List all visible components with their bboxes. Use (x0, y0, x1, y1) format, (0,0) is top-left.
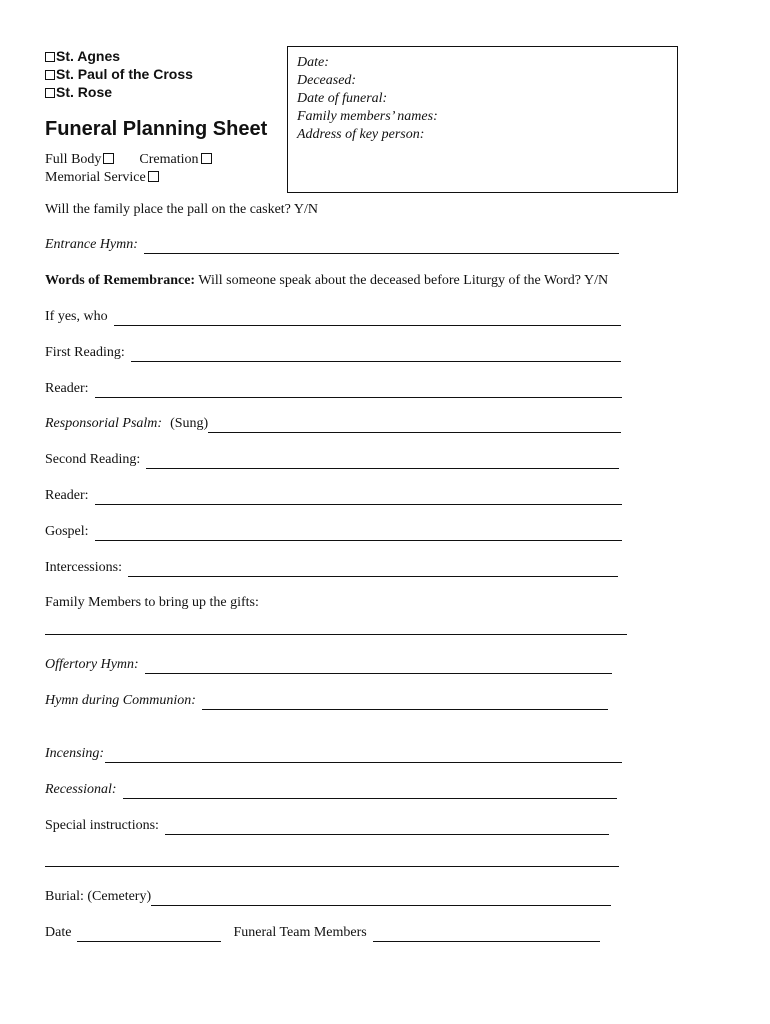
checkbox[interactable] (201, 153, 212, 164)
burial-row (45, 888, 611, 906)
team-members-label: Funeral Team Members (233, 925, 367, 940)
incensing-row (45, 745, 622, 763)
recessional-row (45, 781, 617, 799)
checkbox[interactable] (45, 70, 55, 80)
intercessions-field[interactable] (128, 562, 618, 577)
second-reading-row (45, 451, 619, 469)
entrance-hymn-field[interactable] (144, 239, 619, 254)
incensing-label: Incensing: (45, 746, 105, 761)
psalm-label: Responsorial Psalm: (45, 416, 163, 431)
checkbox[interactable] (148, 171, 159, 182)
psalm-sung-label: (Sung) (170, 416, 209, 431)
full-body-option[interactable] (45, 152, 114, 167)
communion-hymn-field[interactable] (202, 695, 608, 710)
first-reading-field[interactable] (131, 347, 621, 362)
special-instructions-label: Special instructions: (45, 818, 159, 833)
date-field[interactable] (77, 927, 221, 942)
cremation-label: Cremation (139, 152, 199, 167)
reader-1-field[interactable] (95, 383, 622, 398)
checkbox[interactable] (45, 52, 55, 62)
parish-label: St. Agnes (56, 48, 121, 64)
date-of-funeral-label: Date of funeral: (297, 91, 388, 106)
special-instructions-field[interactable] (165, 820, 609, 835)
first-reading-row (45, 344, 621, 362)
communion-hymn-row (45, 692, 608, 710)
if-yes-field[interactable] (114, 311, 621, 326)
intercessions-row (45, 559, 618, 577)
parish-option-st-agnes[interactable] (45, 47, 120, 65)
page-title: Funeral Planning Sheet (45, 118, 268, 140)
date-team-row (45, 924, 600, 942)
special-instructions-field-2[interactable] (45, 866, 619, 867)
offertory-hymn-row (45, 656, 612, 674)
special-instructions-row (45, 817, 609, 835)
parish-option-st-rose[interactable] (45, 83, 112, 101)
if-yes-label: If yes, who (45, 309, 108, 324)
words-of-remembrance-question: Will someone speak about the deceased before Liturgy of the Word? Y/N (195, 273, 609, 288)
reader-1-row (45, 380, 622, 398)
reader-2-label: Reader: (45, 488, 89, 503)
reader-1-label: Reader: (45, 381, 89, 396)
checkbox[interactable] (45, 88, 55, 98)
memorial-label: Memorial Service (45, 170, 146, 185)
team-members-field[interactable] (373, 927, 600, 942)
incensing-field[interactable] (105, 748, 622, 763)
pall-question: Will the family place the pall on the casket? Y/N (45, 202, 318, 217)
if-yes-row (45, 308, 621, 326)
second-reading-label: Second Reading: (45, 452, 141, 467)
psalm-field[interactable] (208, 418, 621, 433)
words-of-remembrance-row (45, 272, 608, 290)
parish-label: St. Rose (56, 84, 113, 100)
reader-2-row (45, 487, 622, 505)
deceased-label: Deceased: (297, 73, 357, 88)
intercessions-label: Intercessions: (45, 560, 122, 575)
cremation-option[interactable] (139, 152, 211, 167)
date-label: Date: (297, 55, 329, 70)
memorial-option[interactable] (45, 169, 159, 187)
communion-hymn-label: Hymn during Communion: (45, 693, 196, 708)
family-members-label: Family members’ names: (297, 109, 438, 124)
offertory-hymn-field[interactable] (145, 659, 612, 674)
offertory-hymn-label: Offertory Hymn: (45, 657, 139, 672)
date-label: Date (45, 925, 72, 940)
reader-2-field[interactable] (95, 490, 622, 505)
words-of-remembrance-label: Words of Remembrance: (45, 273, 196, 288)
checkbox[interactable] (103, 153, 114, 164)
gifts-label: Family Members to bring up the gifts: (45, 595, 259, 610)
gospel-row (45, 523, 622, 541)
parish-option-st-paul[interactable] (45, 65, 193, 83)
address-label: Address of key person: (297, 127, 425, 142)
gifts-field[interactable] (45, 634, 627, 635)
first-reading-label: First Reading: (45, 345, 125, 360)
burial-field[interactable] (151, 891, 611, 906)
second-reading-field[interactable] (146, 454, 619, 469)
recessional-field[interactable] (123, 784, 617, 799)
gospel-label: Gospel: (45, 524, 89, 539)
parish-label: St. Paul of the Cross (56, 66, 193, 82)
full-body-label: Full Body (45, 152, 102, 167)
info-box[interactable] (287, 46, 678, 193)
burial-label: Burial: (Cemetery) (45, 889, 152, 904)
entrance-hymn-label: Entrance Hymn: (45, 237, 138, 252)
recessional-label: Recessional: (45, 782, 117, 797)
gospel-field[interactable] (95, 526, 622, 541)
service-type-row (45, 151, 212, 169)
psalm-row (45, 415, 621, 433)
entrance-hymn-row (45, 236, 619, 254)
